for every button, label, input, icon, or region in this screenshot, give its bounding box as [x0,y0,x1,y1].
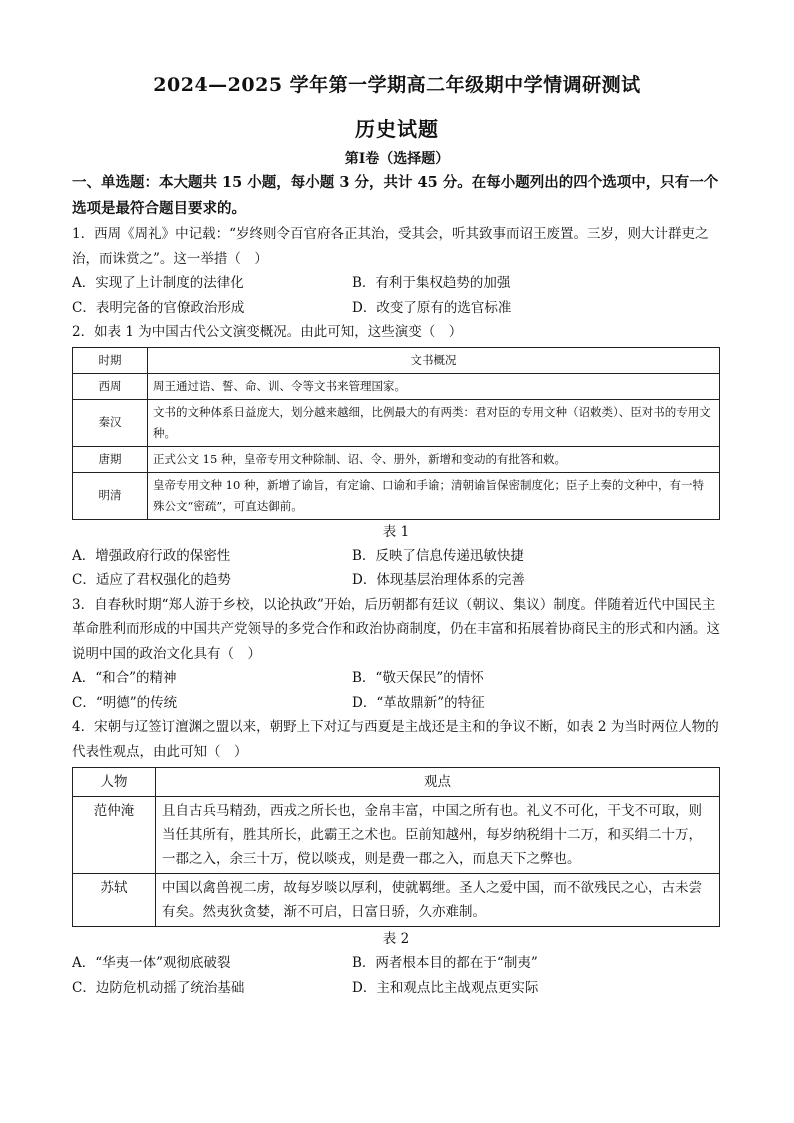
question-1-stem: 1．西周《周礼》中记载：“岁终则令百官府各正其治，受其会，听其致事而诏王废置。三岁，则大计群吏之治，而诛赏之”。这一举措（ ） [72,226,709,267]
option-a: A．增强政府行政的保密性 [72,547,231,564]
table-row [73,797,720,874]
table-row [73,472,720,519]
table-cell-overview: 皇帝专用文种 10 种，新增了谕旨，有定谕、口谕和手谕；清朝谕旨保密制度化；臣子上奏的文种中，有一特殊公文“密疏”，可直达御前。 [148,472,720,519]
option-d: D．体现基层治理体系的完善 [352,572,525,588]
question-2-stem: 2．如表 1 为中国古代公文演变概况。由此可知，这些演变（ ） [72,324,463,340]
table-cell-period: 明清 [73,472,148,519]
table-1 [72,347,720,520]
table-header-row [73,347,720,373]
section-heading: 一、单选题：本大题共 15 小题，每小题 3 分，共计 45 分。在每小题列出的四个选项中，只有一个选项是最符合题目要求的。 [72,174,719,217]
table-cell-overview: 文书的文种体系日益庞大，划分越来越细，比例最大的有两类：君对臣的专用文种（诏敕类）、臣对书的专用文种。 [148,399,720,446]
option-a: A．实现了上计制度的法律化 [72,275,244,291]
option-d: D．主和观点比主战观点更实际 [352,979,539,996]
table-2 [72,767,720,927]
table-row [73,399,720,446]
option-b: B．有利于集权趋势的加强 [352,275,511,291]
option-d: D．改变了原有的选官标准 [352,299,512,316]
question-4-options [72,951,720,1000]
exam-body [72,170,720,1000]
table-header-person: 人物 [73,768,156,797]
question-3-options [72,666,720,715]
option-c: C．“明德”的传统 [72,694,178,711]
table-header-row [73,768,720,797]
table-2-caption: 表 2 [382,931,410,947]
table-cell-period: 唐期 [73,446,148,472]
table-cell-overview: 周王通过诰、誓、命、训、令等文书来管理国家。 [148,373,720,399]
option-c: C．边防危机动摇了统治基础 [72,979,245,996]
option-d: D．“革故鼎新”的特征 [352,694,485,711]
option-c: C．适应了君权强化的趋势 [72,572,231,588]
exam-part: 第Ⅰ卷（选择题） [344,151,450,167]
table-header-period: 时期 [73,347,148,373]
question-1-options [72,271,720,320]
exam-title: 2024—2025 学年第一学期高二年级期中学情调研测试 [153,74,641,96]
table-cell-viewpoint: 且自古兵马精劲，西戎之所长也，金帛丰富，中国之所有也。礼义不可化，干戈不可取，则当任其所有，胜其所长，此霸王之术也。臣前知越州，每岁纳税绢十二万，和买绢二十万，一郡之入，余三十万，傥以啖戎，则是费一郡之入，而息天下之弊也。 [156,797,720,874]
question-4-stem: 4．宋朝与辽签订澶渊之盟以来，朝野上下对辽与西夏是主战还是主和的争议不断，如表 2 为当时两位人物的代表性观点，由此可知（ ） [72,719,719,760]
table-cell-viewpoint: 中国以禽兽视二虏，故每岁啖以厚利，使就羁绁。圣人之爱中国，而不欲残民之心，古未尝有矣。然夷狄贪婪，渐不可启，日富日骄，久亦难制。 [156,874,720,927]
table-cell-person: 范仲淹 [73,797,156,874]
question-3-stem: 3．自春秋时期“郑人游于乡校，以论执政”开始，后历朝都有廷议（朝议、集议）制度。伴随着近代中国民主革命胜利而形成的中国共产党领导的多党合作和政治协商制度，仍在丰富和拓展着协商民主的形式和内涵。这说明中国的政治文化具有（ ） [72,596,720,662]
exam-subject: 历史试题 [355,117,439,141]
table-row [73,874,720,927]
table-cell-person: 苏轼 [73,874,156,927]
table-header-viewpoint: 观点 [156,768,720,797]
option-b: B．反映了信息传递迅敏快捷 [352,547,524,564]
option-b: B．“敬天保民”的情怀 [352,670,484,686]
table-cell-overview: 正式公文 15 种，皇帝专用文种除制、诏、令、册外，新增和变动的有批答和敕。 [148,446,720,472]
table-row [73,373,720,399]
table-1-caption: 表 1 [382,523,410,540]
table-header-overview: 文书概况 [148,347,720,373]
option-c: C．表明完备的官僚政治形成 [72,299,245,316]
question-2-options [72,544,720,593]
table-cell-period: 西周 [73,373,148,399]
option-b: B．两者根本目的都在于“制夷” [352,955,538,971]
option-a: A．“华夷一体”观彻底破裂 [72,955,231,971]
option-a: A．“和合”的精神 [72,670,177,686]
table-cell-period: 秦汉 [73,399,148,446]
table-row [73,446,720,472]
